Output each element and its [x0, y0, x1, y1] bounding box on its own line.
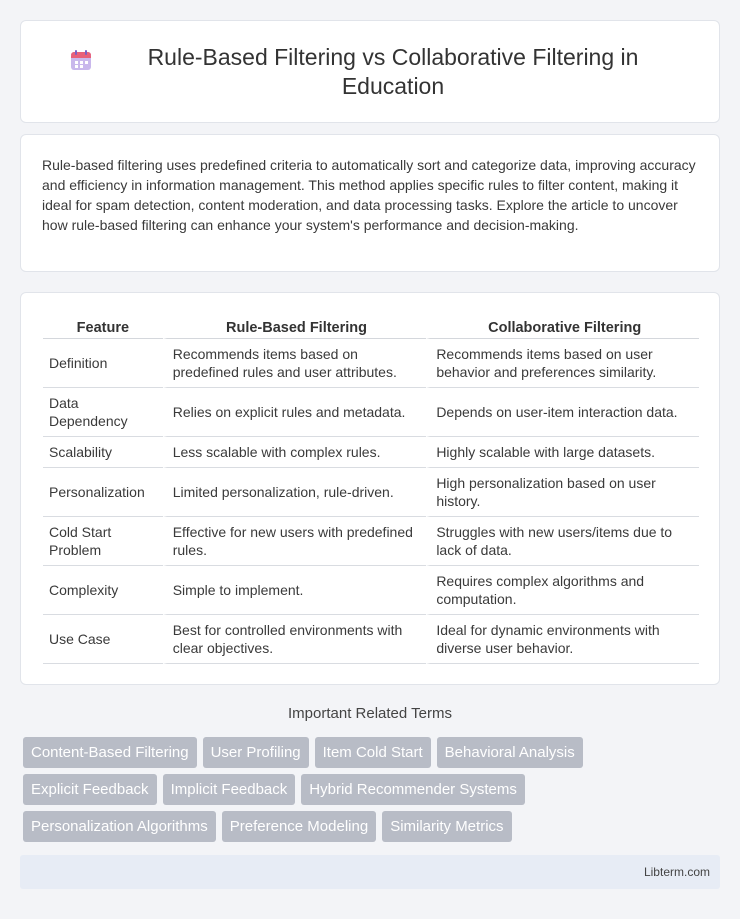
comparison-table — [43, 313, 699, 664]
table-row — [43, 615, 699, 664]
table-row — [43, 388, 699, 437]
term-tag[interactable]: Behavioral Analysis — [437, 737, 583, 768]
collaborative-cell: Struggles with new users/items due to lack of data. — [426, 517, 699, 566]
footer — [20, 855, 720, 889]
rule-based-cell: Relies on explicit rules and metadata. — [163, 388, 427, 437]
rule-based-cell: Less scalable with complex rules. — [163, 437, 427, 468]
footer-site-link[interactable]: Libterm.com — [643, 865, 710, 879]
intro-paragraph: Rule-based filtering uses predefined criteria to automatically sort and categorize data, improving accuracy and efficiency in information management. This method applies specific rules to filter content, making it ideal for spam detection, content moderation, and data processing tasks. Explore the article to uncover how rule-based filtering can enhance your system's performance and decision-making. — [42, 157, 696, 233]
feature-cell: Definition — [43, 339, 163, 388]
collaborative-cell: Highly scalable with large datasets. — [426, 437, 699, 468]
feature-cell: Personalization — [43, 468, 163, 517]
feature-cell: Use Case — [43, 615, 163, 664]
rule-based-cell: Best for controlled environments with clear objectives. — [163, 615, 427, 664]
term-tag[interactable]: Item Cold Start — [315, 737, 431, 768]
term-tag[interactable]: Implicit Feedback — [163, 774, 296, 805]
rule-based-cell: Simple to implement. — [163, 566, 427, 615]
term-tag[interactable]: Preference Modeling — [222, 811, 376, 842]
rule-based-cell: Recommends items based on predefined rules and user attributes. — [163, 339, 427, 388]
feature-cell: Data Dependency — [43, 388, 163, 437]
term-tag[interactable]: Personalization Algorithms — [23, 811, 216, 842]
term-tag[interactable]: User Profiling — [203, 737, 309, 768]
feature-cell: Cold Start Problem — [43, 517, 163, 566]
title-card — [20, 20, 720, 123]
feature-cell: Scalability — [43, 437, 163, 468]
table-row — [43, 339, 699, 388]
header-collaborative: Collaborative Filtering — [426, 313, 699, 339]
collaborative-cell: High personalization based on user history. — [426, 468, 699, 517]
collaborative-cell: Ideal for dynamic environments with diverse user behavior. — [426, 615, 699, 664]
term-tag[interactable]: Hybrid Recommender Systems — [301, 774, 525, 805]
collaborative-cell: Depends on user-item interaction data. — [426, 388, 699, 437]
collaborative-cell: Requires complex algorithms and computation. — [426, 566, 699, 615]
table-row — [43, 517, 699, 566]
table-row — [43, 437, 699, 468]
term-tag[interactable]: Explicit Feedback — [23, 774, 157, 805]
collaborative-cell: Recommends items based on user behavior and preferences similarity. — [426, 339, 699, 388]
calendar-icon — [70, 49, 92, 71]
rule-based-cell: Limited personalization, rule-driven. — [163, 468, 427, 517]
term-tag[interactable]: Similarity Metrics — [382, 811, 511, 842]
header-rule-based: Rule-Based Filtering — [163, 313, 427, 339]
table-row — [43, 566, 699, 615]
comparison-card — [20, 292, 720, 685]
term-tag[interactable]: Content-Based Filtering — [23, 737, 197, 768]
feature-cell: Complexity — [43, 566, 163, 615]
related-terms-list — [23, 737, 723, 848]
page-title: Rule-Based Filtering vs Collaborative Filtering in Education — [147, 43, 639, 99]
rule-based-cell: Effective for new users with predefined rules. — [163, 517, 427, 566]
related-terms-heading: Important Related Terms — [288, 705, 452, 722]
intro-card — [20, 134, 720, 272]
header-feature: Feature — [43, 313, 163, 339]
table-header-row — [43, 313, 699, 339]
table-row — [43, 468, 699, 517]
